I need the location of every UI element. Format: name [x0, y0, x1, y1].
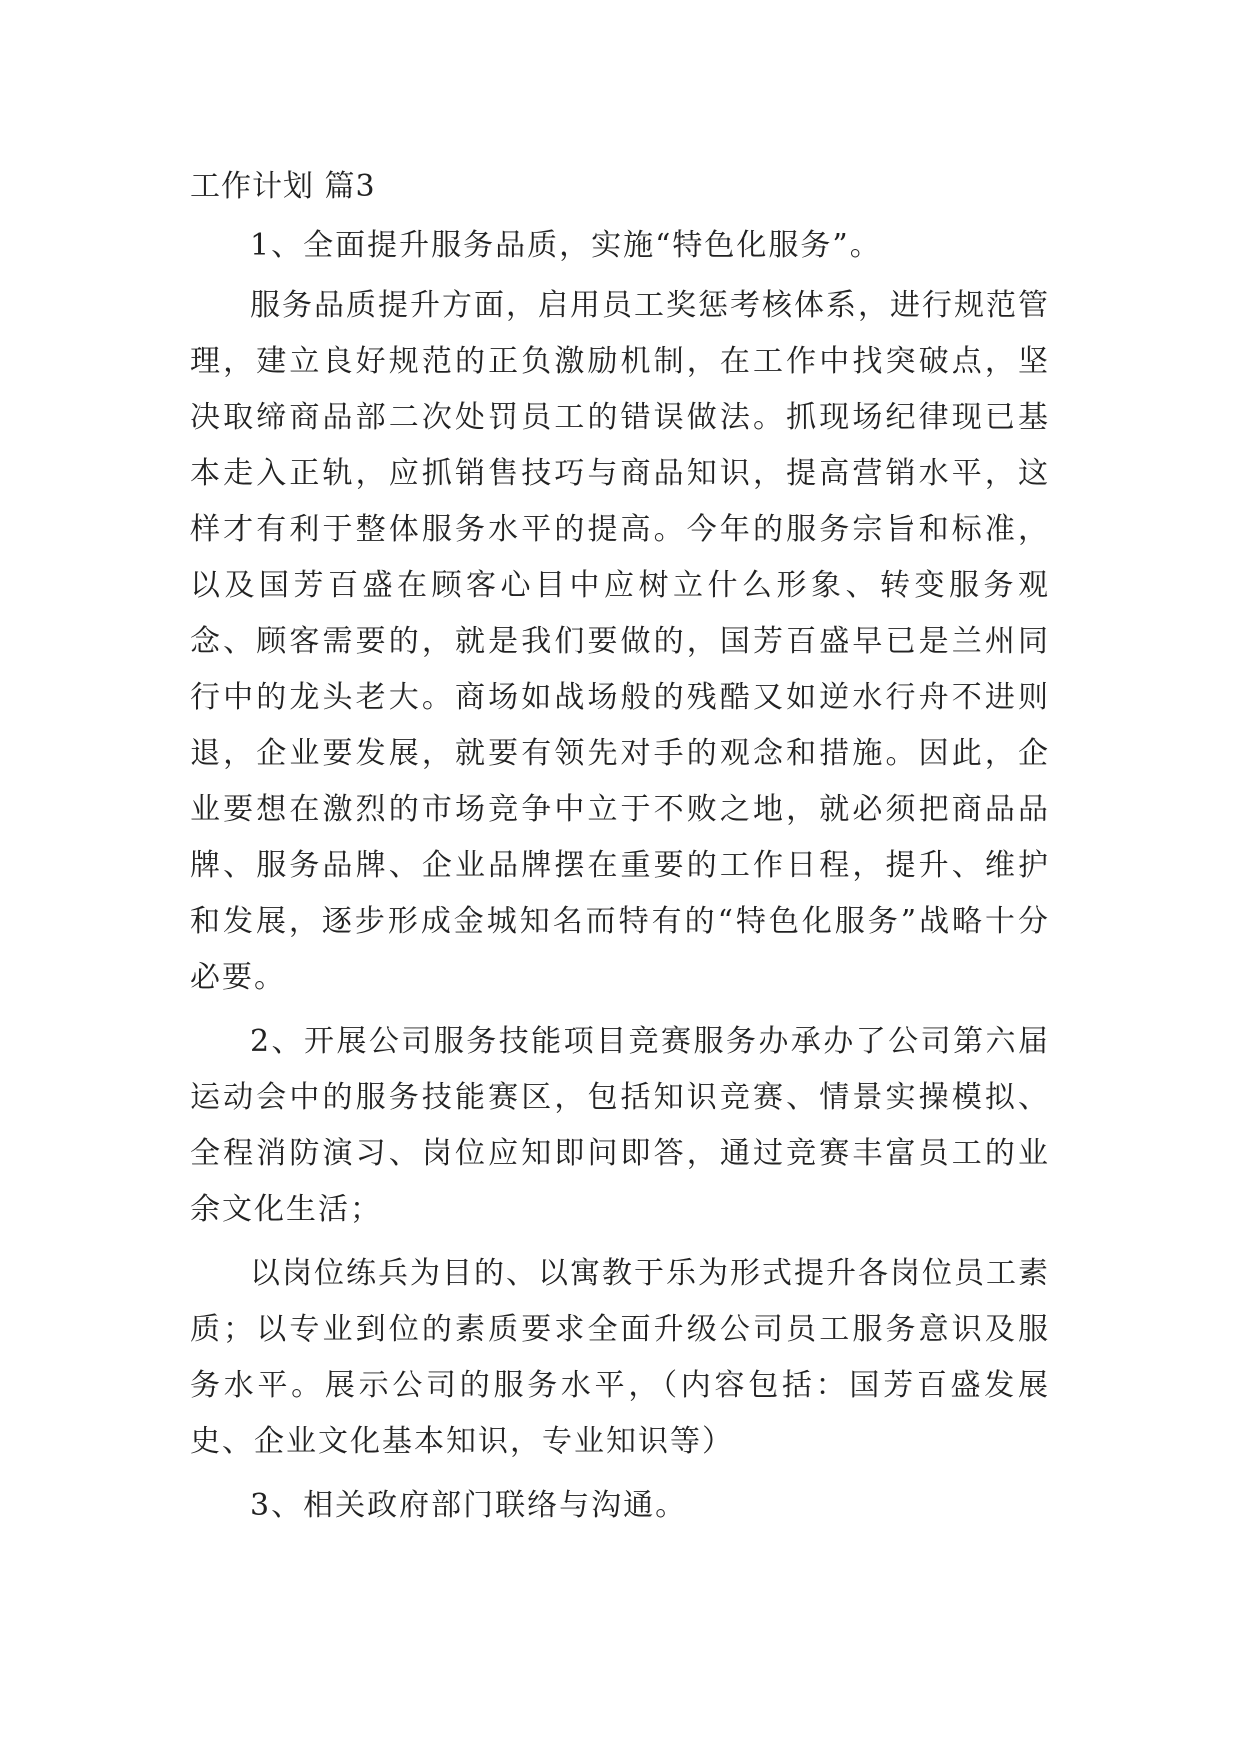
document-title: 工作计划 篇3 — [190, 169, 376, 204]
paragraph-2: 服务品质提升方面，启用员工奖惩考核体系，进行规范管理，建立良好规范的正负激励机制，在工作中找突破点，坚决取缔商品部二次处罚员工的错误做法。抓现场纪律现已基本走入正轨，应抓销售技巧与商品知识，提高营销水平，这样才有利于整体服务水平的提高。今年的服务宗旨和标准，以及国芳百盛在顾客心目中应树立什么形象、转变服务观念、顾客需要的，就是我们要做的，国芳百盛早已是兰州同行中的龙头老大。商场如战场般的残酷又如逆水行舟不进则退，企业要发展，就要有领先对手的观念和措施。因此，企业要想在激烈的市场竞争中立于不败之地，就必须把商品品牌、服务品牌、企业品牌摆在重要的工作日程，提升、维护和发展，逐步形成金城知名而特有的“特色化服务”战略十分必要。 — [190, 288, 1050, 995]
paragraph-1: 1、全面提升服务品质，实施“特色化服务”。 — [250, 228, 882, 263]
paragraph-3: 2、开展公司服务技能项目竞赛服务办承办了公司第六届运动会中的服务技能赛区，包括知识竞赛、情景实操模拟、全程消防演习、岗位应知即问即答，通过竞赛丰富员工的业余文化生活； — [190, 1024, 1050, 1227]
paragraph-5: 3、相关政府部门联络与沟通。 — [250, 1488, 688, 1523]
paragraph-4: 以岗位练兵为目的、以寓教于乐为形式提升各岗位员工素质；以专业到位的素质要求全面升级公司员工服务意识及服务水平。展示公司的服务水平，（内容包括：国芳百盛发展史、企业文化基本知识，专业知识等） — [190, 1256, 1050, 1459]
document-page — [190, 160, 1050, 1534]
